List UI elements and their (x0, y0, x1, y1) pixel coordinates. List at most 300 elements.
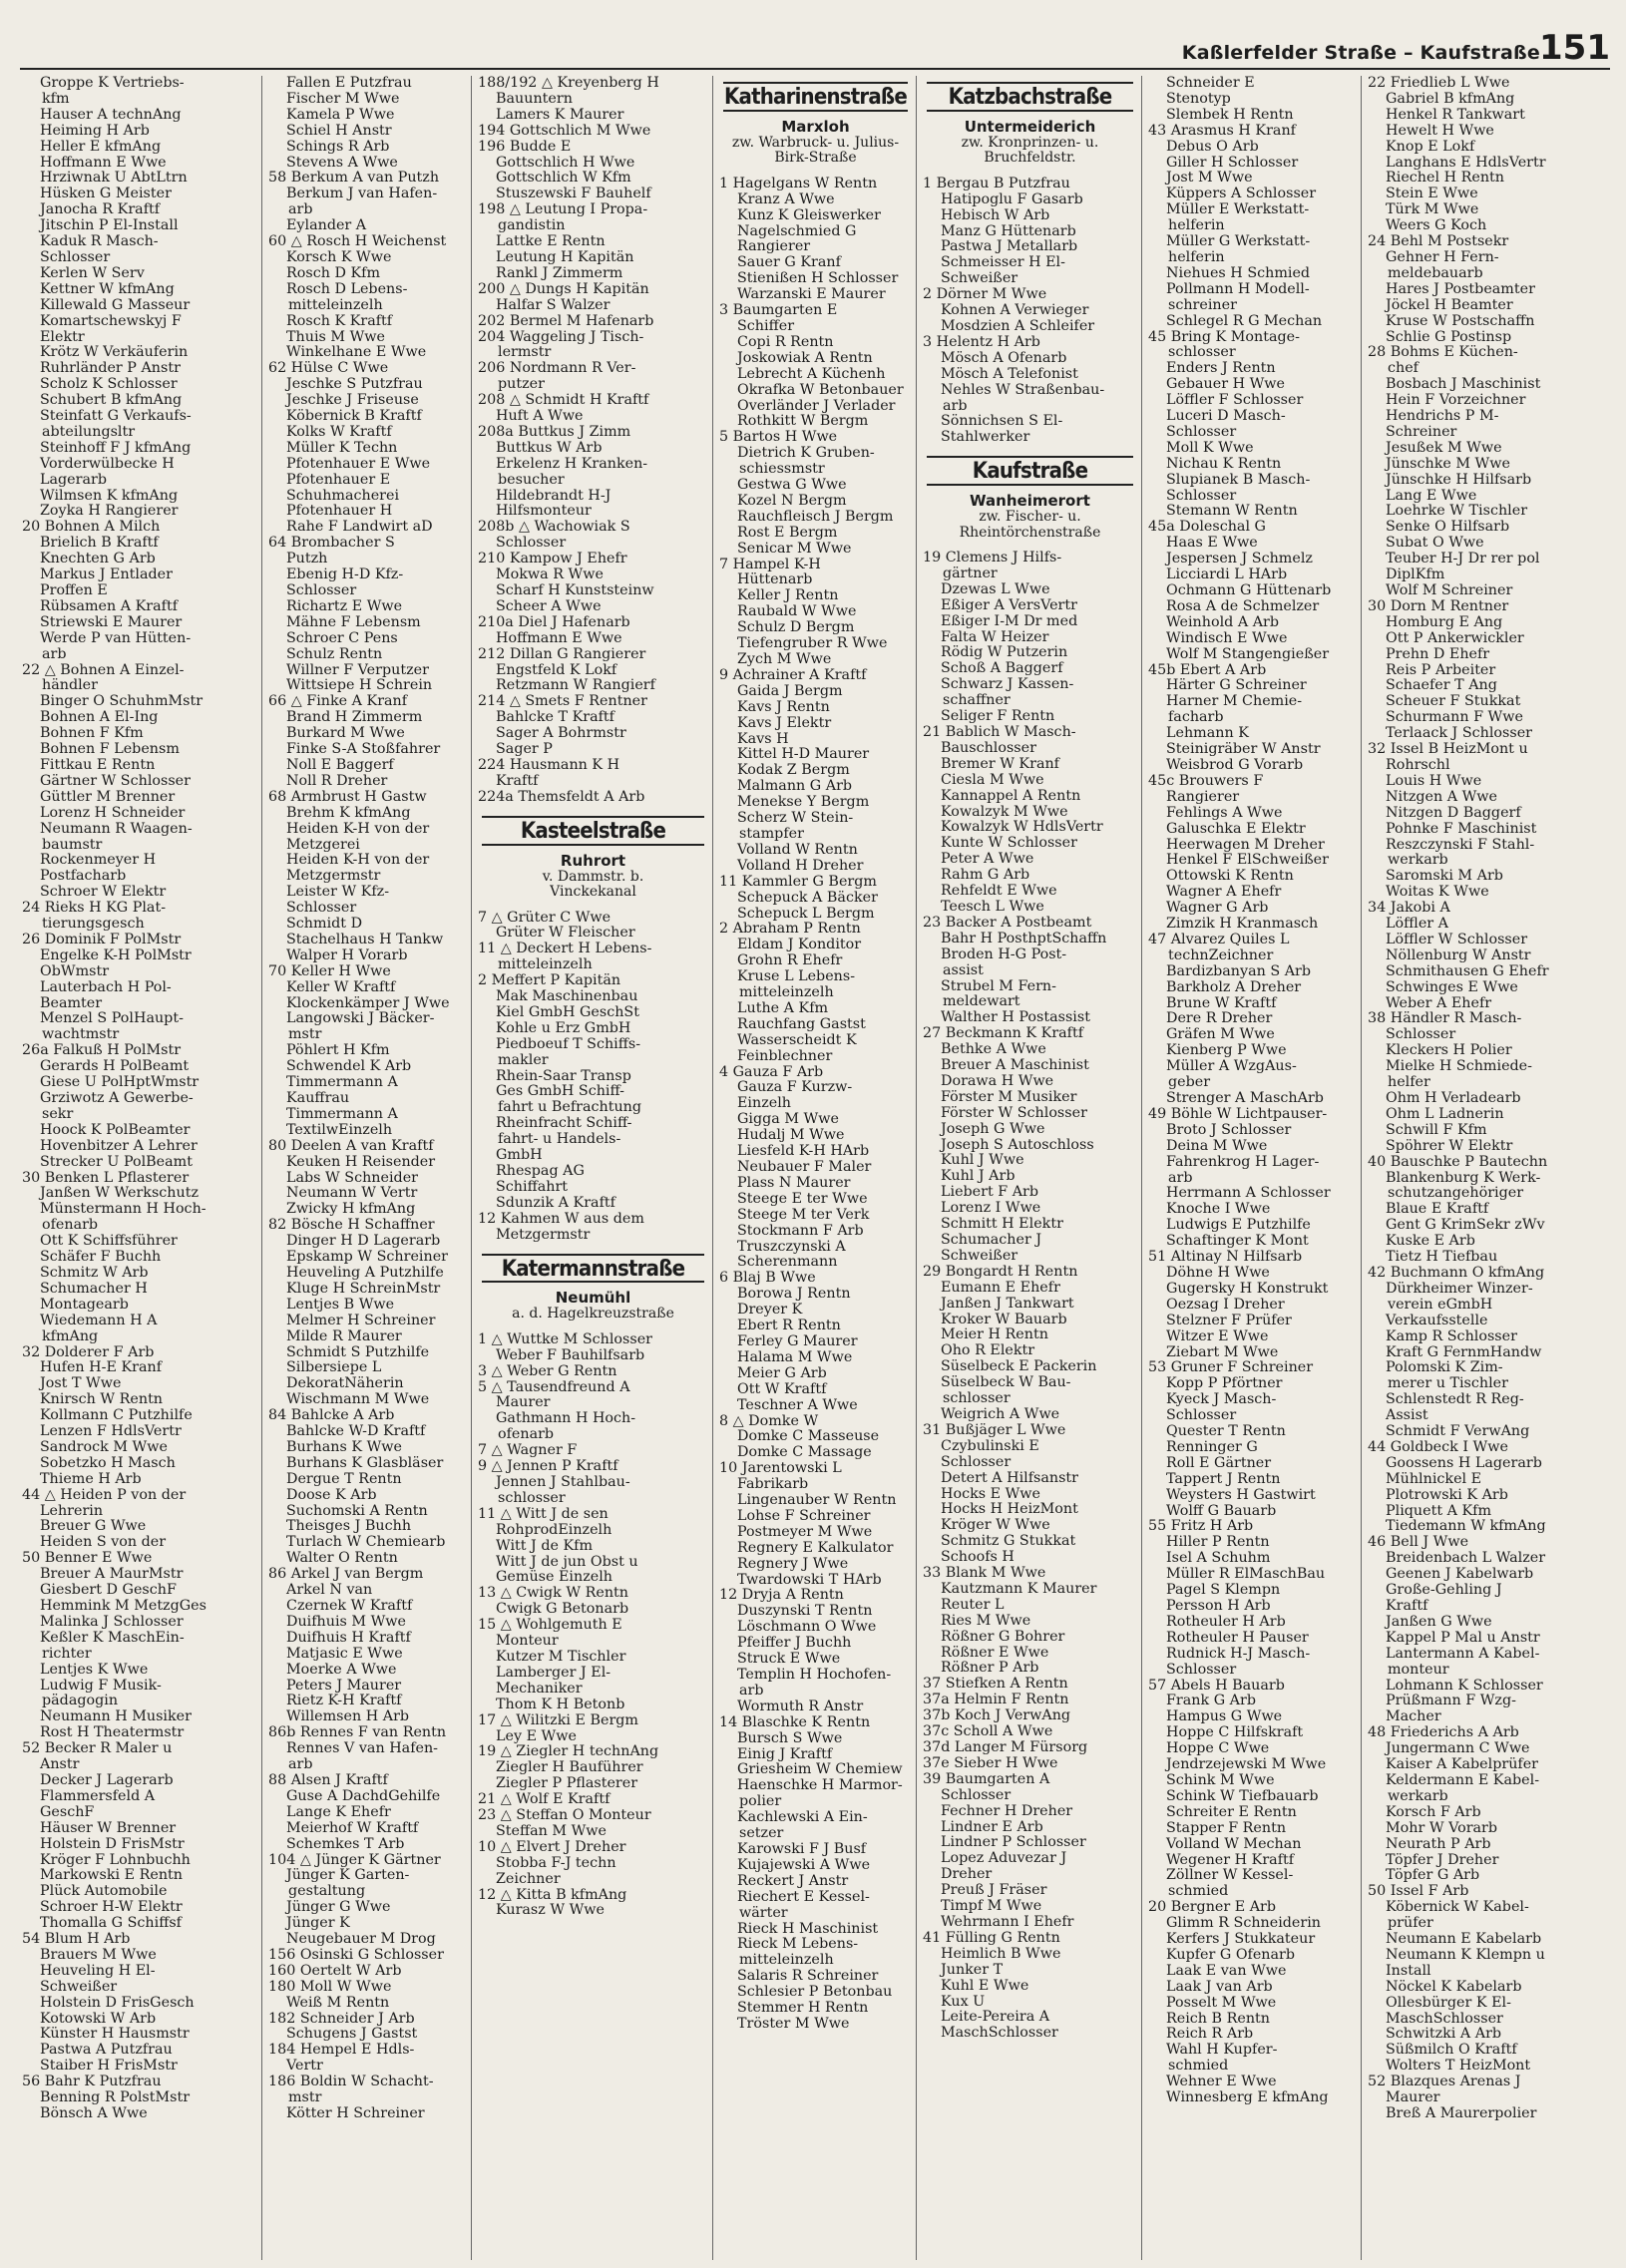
directory-entry: Moerke A Wwe (286, 1662, 397, 1678)
directory-entry: Stuszewski F Bauhelf (496, 187, 651, 202)
street-heading: Kasteelstraße (482, 816, 704, 846)
directory-entry: Kachlewski A Ein- (737, 1810, 868, 1826)
directory-entry: Förster W Schlosser (941, 1105, 1087, 1121)
directory-entry: Langowski J Bäcker- (286, 1011, 435, 1027)
directory-entry: Schweißer (941, 1248, 1018, 1264)
directory-entry: Terlaack J Schlosser (1386, 726, 1532, 742)
directory-entry: Schlesier P Betonbau (737, 1985, 893, 2001)
directory-entry: Keller J Rentn (737, 588, 839, 604)
directory-entry: 48 Friederichs A Arb (1368, 1725, 1519, 1741)
directory-entry: Luthe A Kfm (737, 1000, 829, 1016)
directory-entry: Süselbeck W Bau- (941, 1375, 1071, 1391)
directory-entry: Müller K Techn (286, 440, 398, 456)
directory-entry: Stemann W Rentn (1166, 504, 1298, 520)
directory-entry: Hemmink M MetzgGes (40, 1599, 206, 1614)
directory-entry: Winkelhane E Wwe (286, 345, 427, 361)
directory-entry: Ludwig F Musik- (40, 1678, 162, 1694)
directory-entry: 49 Böhle W Lichtpauser- (1148, 1106, 1328, 1122)
directory-entry: 11 Kammler G Bergm (719, 874, 877, 890)
directory-entry: Markus J Entlader (40, 567, 173, 583)
directory-entry: Härter G Schreiner (1166, 678, 1307, 694)
directory-entry: 8 △ Domke W (719, 1413, 819, 1429)
directory-entry: Schlosser (1166, 1408, 1237, 1424)
directory-entry: Woitas K Wwe (1386, 885, 1489, 901)
directory-entry: Rößner E Wwe (941, 1645, 1049, 1661)
directory-entry: Schwendel K Arb (286, 1059, 412, 1075)
directory-entry: Rangierer (737, 239, 811, 255)
directory-entry: Löffler W Schlosser (1386, 932, 1528, 947)
directory-entry: Schroer C Pens (286, 630, 398, 646)
directory-entry: Schlosser (40, 249, 111, 265)
directory-entry: Dinger H D Lagerarb (286, 1234, 441, 1250)
directory-entry: Liesfeld K-H HArb (737, 1144, 870, 1160)
directory-entry: Rieck M Lebens- (737, 1937, 859, 1953)
spacer (478, 901, 708, 911)
directory-entry: Hauser A technAng (40, 107, 182, 123)
directory-entry: Pfotenhauer H (286, 504, 393, 520)
directory-entry: Jünger G Wwe (286, 1900, 391, 1916)
directory-entry: Fechner H Dreher (941, 1803, 1073, 1819)
directory-entry: Hoffmann E Wwe (496, 630, 622, 646)
directory-entry: Breidenbach L Walzer (1386, 1551, 1546, 1567)
directory-entry: Manz G Hüttenarb (941, 223, 1076, 239)
directory-entry: Heiden S von der (40, 1535, 167, 1551)
directory-entry: Hilfsmonteur (496, 504, 592, 520)
directory-entry: Install (1386, 1963, 1431, 1979)
directory-entry: Silbersiepe L (286, 1360, 382, 1376)
directory-entry: 56 Bahr K Putzfrau (22, 2075, 162, 2090)
directory-entry: 2 Abraham P Rentn (719, 922, 861, 938)
directory-entry: Förster M Musiker (941, 1089, 1077, 1105)
directory-entry: Krötz W Verkäuferin (40, 345, 189, 361)
directory-entry: Willemsen H Arb (286, 1709, 410, 1725)
directory-entry: Scherenmann (737, 1255, 838, 1271)
directory-entry: Fischer M Wwe (286, 91, 400, 107)
directory-entry: Gottschlich H Wwe (496, 155, 635, 171)
directory-entry: Ries M Wwe (941, 1613, 1031, 1629)
directory-entry: Schweißer (40, 1979, 118, 1995)
directory-entry: Rosa A de Schmelzer (1166, 598, 1320, 614)
directory-entry: wachtmstr (42, 1027, 120, 1043)
district-name: Neumühl (555, 1289, 631, 1308)
directory-entry: Senke O Hilfsarb (1386, 520, 1510, 536)
directory-entry: Salaris R Schreiner (737, 1969, 879, 1985)
directory-entry: Wegener H Kraftf (1166, 1852, 1295, 1868)
directory-entry: Thom K H Betonb (496, 1697, 625, 1712)
directory-entry: Köbernick W Kabel- (1386, 1900, 1529, 1916)
directory-entry: Einig J Kraftf (737, 1746, 833, 1762)
directory-entry: 19 △ Ziegler H technAng (478, 1744, 659, 1760)
directory-entry: Gärtner W Schlosser (40, 773, 191, 789)
directory-entry: Noll R Dreher (286, 773, 388, 789)
directory-entry: Labs W Schneider (286, 1170, 418, 1186)
directory-entry: meldebauarb (1388, 265, 1483, 281)
directory-entry: Schink W Tiefbauarb (1166, 1788, 1319, 1804)
directory-entry: Kröger W Wwe (941, 1518, 1050, 1534)
directory-entry: Heller E kfmAng (40, 139, 162, 155)
directory-entry: 32 Issel B HeizMont u (1368, 742, 1528, 758)
directory-entry: Barkholz A Dreher (1166, 979, 1302, 995)
directory-entry: gestaltung (288, 1884, 366, 1900)
directory-entry: Jitschin P El-Install (40, 218, 179, 234)
directory-entry: Engstfeld K Lokf (496, 662, 617, 678)
directory-entry: Blankenburg K Werk- (1386, 1170, 1541, 1186)
directory-entry: Domke C Masseuse (737, 1429, 880, 1445)
street-location: zw. Fischer- u. (979, 509, 1081, 526)
directory-entry: Schreiter E Rentn (1166, 1804, 1297, 1820)
directory-entry: Tietz H Tiefbau (1386, 1250, 1498, 1266)
directory-entry: 160 Oertelt W Arb (268, 1963, 402, 1979)
directory-entry: 31 Bußjäger L Wwe (923, 1422, 1066, 1438)
directory-entry: Teesch L Wwe (941, 899, 1044, 915)
directory-entry: 9 △ Jennen P Kraftf (478, 1459, 618, 1475)
directory-entry: Döhne H Wwe (1166, 1265, 1270, 1281)
directory-entry: Pastwa A Putzfrau (40, 2043, 173, 2059)
directory-entry: mstr (288, 1027, 322, 1043)
directory-entry: Rößner P Arb (941, 1661, 1039, 1677)
directory-entry: Stapper F Rentn (1166, 1820, 1287, 1836)
directory-entry: Hildebrandt H-J (496, 488, 611, 504)
directory-entry: Postfacharb (40, 869, 127, 885)
directory-entry: Deina M Wwe (1166, 1138, 1268, 1154)
directory-entry: Bremer W Kranf (941, 756, 1059, 772)
directory-entry: 17 △ Wilitzki E Bergm (478, 1712, 638, 1728)
directory-entry: Rost H Theatermstr (40, 1725, 185, 1741)
directory-entry: Jespersen J Schmelz (1166, 552, 1313, 567)
directory-entry: 2 Meffert P Kapitän (478, 973, 621, 989)
directory-entry: Schulz D Bergm (737, 620, 855, 636)
directory-entry: Scheer A Wwe (496, 598, 602, 614)
directory-entry: Bosbach J Maschinist (1386, 377, 1541, 393)
directory-entry: pädagogin (42, 1694, 119, 1709)
directory-entry: Binger O SchuhmMstr (40, 694, 203, 710)
directory-entry: Heiden K-H von der (286, 853, 430, 869)
directory-entry: Lehmann K (1166, 726, 1249, 742)
directory-entry: Heimlich B Wwe (941, 1946, 1061, 1962)
directory-entry: 210a Diel J Hafenarb (478, 614, 630, 630)
directory-entry: schlosser (498, 1490, 566, 1506)
directory-entry: Nöllenburg W Anstr (1386, 947, 1531, 963)
directory-entry: 7 △ Wagner F (478, 1443, 578, 1459)
directory-entry: Elektr (40, 329, 85, 345)
directory-entry: Dorawa H Wwe (941, 1073, 1054, 1089)
directory-entry: Köbernick B Kraftf (286, 409, 422, 425)
directory-entry: 62 Hülse C Wwe (268, 361, 389, 377)
directory-entry: Kötter H Schreiner (286, 2106, 425, 2121)
directory-entry: Rauchfleisch J Bergm (737, 509, 894, 525)
directory-entry: arb (42, 646, 67, 662)
directory-entry: 46 Bell J Wwe (1368, 1535, 1469, 1551)
directory-entry: Enders J Rentn (1166, 361, 1276, 377)
directory-entry: Macher (1386, 1709, 1441, 1725)
directory-entry: Lorenz H Schneider (40, 805, 186, 821)
directory-entry: Kozel N Bergm (737, 493, 847, 509)
directory-entry: 44 Goldbeck I Wwe (1368, 1439, 1508, 1455)
directory-entry: makler (498, 1052, 549, 1068)
directory-entry: Wormuth R Anstr (737, 1699, 864, 1714)
district-name: Wanheimerort (970, 492, 1090, 511)
directory-entry: besucher (498, 472, 565, 488)
directory-entry: helferin (1168, 249, 1225, 265)
directory-entry: Czernek W Kraftf (286, 1599, 413, 1614)
directory-entry: Kerlen W Serv (40, 265, 145, 281)
directory-entry: Pliquett A Kfm (1386, 1503, 1492, 1519)
directory-entry: Brune W Kraftf (1166, 995, 1277, 1011)
directory-entry: Stienißen H Schlosser (737, 271, 899, 287)
directory-entry: 1 △ Wuttke M Schlosser (478, 1331, 653, 1347)
directory-entry: Rosch K Kraftf (286, 313, 393, 329)
directory-entry: gärtner (943, 566, 998, 581)
directory-entry: Guse A DachdGehilfe (286, 1788, 441, 1804)
directory-entry: Malmann G Arb (737, 779, 853, 795)
directory-entry: Pastwa J Metallarb (941, 239, 1078, 255)
directory-entry: 37 Stiefken A Rentn (923, 1677, 1068, 1693)
directory-entry: Killewald G Masseur (40, 297, 191, 313)
directory-entry: 7 Hampel K-H (719, 557, 821, 572)
directory-entry: Ebenig H-D Kfz- (286, 567, 404, 583)
directory-entry: 60 △ Rosch H Weichenst (268, 234, 447, 250)
directory-entry: 66 △ Finke A Kranf (268, 694, 408, 710)
directory-entry: ObWmstr (40, 963, 110, 979)
directory-entry: MaschSchlosser (941, 2026, 1058, 2042)
directory-entry: Gent G KrimSekr zWv (1386, 1218, 1545, 1234)
directory-entry: Ziegler P Pflasterer (496, 1776, 638, 1792)
directory-entry: Gerards H PolBeamt (40, 1059, 190, 1075)
directory-entry: Mühlnickel E (1386, 1471, 1482, 1487)
column-5 (916, 76, 1137, 2260)
directory-entry: Kappel P Mal u Anstr (1386, 1630, 1540, 1646)
directory-entry: Schlosser (286, 901, 357, 917)
directory-entry: Malinka J Schlosser (40, 1614, 184, 1630)
directory-entry: Schlosser (1166, 424, 1237, 440)
directory-entry: Heuveling A Putzhilfe (286, 1265, 444, 1281)
directory-entry: Fehlings A Wwe (1166, 805, 1283, 821)
directory-entry: Lindner P Schlosser (941, 1835, 1086, 1851)
directory-entry: Neumann R Waagen- (40, 821, 193, 837)
directory-entry: Jungermann C Wwe (1386, 1741, 1530, 1757)
directory-entry: geber (1168, 1075, 1211, 1091)
directory-entry: 208a Buttkus J Zimm (478, 424, 631, 440)
directory-entry: Theisges J Buchh (286, 1519, 412, 1535)
directory-entry: Müller A WzgAus- (1166, 1059, 1297, 1075)
directory-entry: Häuser W Brenner (40, 1820, 177, 1836)
directory-entry: Kowalzyk M Wwe (941, 804, 1068, 820)
directory-entry: Peters J Maurer (286, 1678, 402, 1694)
directory-entry: Schroer H-W Elektr (40, 1900, 183, 1916)
directory-entry: Wagner G Arb (1166, 901, 1269, 917)
directory-entry: 21 △ Wolf E Kraftf (478, 1792, 610, 1808)
directory-entry: technZeichner (1168, 947, 1274, 963)
directory-entry: Richartz E Wwe (286, 598, 403, 614)
street-heading: Katermannstraße (482, 1254, 704, 1284)
directory-entry: Oezsag I Dreher (1166, 1297, 1285, 1313)
directory-entry: Noll E Baggerf (286, 757, 394, 773)
directory-entry: Knop E Lokf (1386, 139, 1475, 155)
directory-entry: Schäfer F Buchh (40, 1250, 162, 1266)
directory-entry: Scherz W Stein- (737, 811, 854, 827)
directory-entry: 224a Themsfeldt A Arb (478, 789, 645, 805)
directory-entry: Haas E Wwe (1166, 536, 1258, 552)
directory-entry: Hoock K PolBeamter (40, 1122, 191, 1138)
directory-entry: 1 Bergau B Putzfrau (923, 176, 1070, 191)
directory-entry: Spöhrer W Elektr (1386, 1138, 1513, 1154)
directory-entry: Jünger K (286, 1916, 350, 1932)
directory-entry: 12 △ Kitta B kfmAng (478, 1887, 627, 1903)
directory-entry: Heiming H Arb (40, 123, 150, 139)
directory-entry: Lattke E Rentn (496, 234, 606, 250)
directory-entry: Pollmann H Modell- (1166, 281, 1310, 297)
directory-entry: Weers G Koch (1386, 218, 1487, 234)
directory-entry: Wolff G Bauarb (1166, 1503, 1277, 1519)
directory-entry: Reich B Rentn (1166, 2011, 1270, 2027)
column-7 (1361, 76, 1610, 2260)
directory-entry: Broto J Schlosser (1166, 1122, 1292, 1138)
directory-entry: 22 △ Bohnen A Einzel- (22, 662, 185, 678)
directory-entry: Witzer E Wwe (1166, 1328, 1269, 1344)
directory-entry: Hovenbitzer A Lehrer (40, 1138, 198, 1154)
directory-entry: 11 △ Deckert H Lebens- (478, 942, 652, 957)
directory-entry: Sauer G Kranf (737, 255, 841, 271)
directory-entry: 10 Jarentowski L (719, 1461, 842, 1477)
directory-entry: Montagearb (40, 1297, 129, 1313)
directory-entry: mitteleinzelh (288, 297, 383, 313)
directory-entry: Rotheuler H Pauser (1166, 1630, 1309, 1646)
directory-entry: Gauza F Kurzw- (737, 1080, 853, 1096)
directory-entry: Lohse F Schreiner (737, 1508, 871, 1524)
directory-entry: 182 Schneider J Arb (268, 2011, 415, 2027)
spacer (923, 167, 1137, 177)
directory-entry: Gräfen M Wwe (1166, 1027, 1275, 1043)
directory-entry: Brielich B Kraftf (40, 536, 159, 552)
street-location: Rheintörchenstraße (959, 524, 1101, 541)
directory-entry: Plück Automobile (40, 1884, 168, 1900)
directory-entry: 6 Blaj B Wwe (719, 1271, 816, 1287)
directory-entry: 27 Beckmann K Kraftf (923, 1026, 1084, 1042)
directory-entry: 186 Boldin W Schacht- (268, 2075, 434, 2090)
directory-entry: 200 △ Dungs H Kapitän (478, 281, 649, 297)
directory-entry: Wolf M Schreiner (1386, 583, 1513, 598)
directory-entry: Licciardi L HArb (1166, 567, 1288, 583)
directory-entry: Halama M Wwe (737, 1349, 853, 1365)
column-4 (712, 76, 912, 2260)
directory-entry: Pfotenhauer E Wwe (286, 456, 431, 472)
directory-entry: Schmidt D (286, 917, 363, 933)
directory-entry: Walter O Rentn (286, 1551, 398, 1567)
directory-entry: Thomalla G Schiffsf (40, 1916, 182, 1932)
directory-entry: Kettner W kfmAng (40, 281, 175, 297)
directory-entry: mitteleinzelh (739, 1953, 834, 1969)
directory-entry: Reckert J Anstr (737, 1873, 849, 1889)
directory-entry: Pohnke F Maschinist (1386, 821, 1537, 837)
directory-entry: Gaida J Bergm (737, 683, 843, 699)
directory-entry: Joseph S Autoschloss (941, 1137, 1094, 1153)
directory-entry: Markowski E Rentn (40, 1868, 183, 1884)
directory-entry: Kohnen A Verwieger (941, 303, 1089, 319)
directory-entry: richter (42, 1646, 92, 1662)
directory-entry: Schlosser (941, 1454, 1012, 1470)
directory-entry: Schepuck A Bäcker (737, 890, 878, 906)
directory-entry: Feinblechner (737, 1048, 833, 1064)
directory-entry: Knechten G Arb (40, 552, 156, 567)
directory-entry: Rietz K-H Kraftf (286, 1694, 402, 1709)
directory-entry: 23 Backer A Postbeamt (923, 915, 1092, 931)
directory-entry: Schugens J Gastst (286, 2027, 418, 2043)
directory-entry: Timmermann A (286, 1106, 398, 1122)
directory-entry: Okrafka W Betonbauer (737, 382, 904, 398)
directory-entry: Gemüse Einzelh (496, 1570, 612, 1586)
directory-entry: ofenarb (498, 1427, 555, 1443)
directory-entry: schutzangehöriger (1388, 1186, 1524, 1202)
directory-entry: prüfer (1388, 1916, 1433, 1932)
directory-entry: Metzgermstr (496, 1227, 591, 1243)
directory-entry: Giller H Schlosser (1166, 155, 1299, 171)
directory-entry: Rohrschl (1386, 757, 1450, 773)
directory-entry: Joskowiak A Rentn (737, 350, 873, 366)
directory-entry: Sönnichsen S El- (941, 414, 1063, 430)
directory-entry: Raubald W Wwe (737, 604, 857, 620)
directory-entry: Leite-Pereira A (941, 2010, 1050, 2026)
directory-entry: Hatipoglu F Gasarb (941, 191, 1083, 207)
directory-entry: Frank G Arb (1166, 1694, 1256, 1709)
directory-entry: abteilungsltr (42, 424, 136, 440)
directory-entry: händler (42, 678, 98, 694)
directory-entry: Rosch D Kfm (286, 265, 381, 281)
directory-entry: Regnery E Kalkulator (737, 1540, 894, 1556)
directory-entry: Schlosser (1386, 1027, 1456, 1043)
directory-entry: Henkel F ElSchweißer (1166, 853, 1329, 869)
directory-entry: 37c Scholl A Wwe (923, 1724, 1053, 1740)
directory-entry: Schreiner (1386, 424, 1457, 440)
directory-entry: Bauuntern (496, 91, 573, 107)
directory-entry: Kavs H (737, 731, 789, 747)
directory-entry: 43 Arasmus H Kranf (1148, 123, 1296, 139)
directory-entry: Witt J de Kfm (496, 1538, 594, 1554)
directory-entry: schlosser (1168, 345, 1236, 361)
directory-entry: Schmithausen G Ehefr (1386, 963, 1549, 979)
directory-entry: Werde P van Hütten- (40, 630, 192, 646)
directory-entry: 104 △ Jünger K Gärtner (268, 1852, 441, 1868)
directory-entry: Keßler K MaschEin- (40, 1630, 185, 1646)
directory-entry: Bethke A Wwe (941, 1042, 1046, 1058)
street-location: Vinckekanal (550, 884, 636, 900)
directory-entry: Jendrzejewski M Wwe (1166, 1757, 1327, 1773)
directory-entry: Borowa J Rentn (737, 1287, 851, 1303)
directory-entry: 52 Becker R Maler u (22, 1741, 173, 1757)
directory-entry: Stevens A Wwe (286, 155, 398, 171)
directory-entry: Burhans K Glasbläser (286, 1455, 444, 1471)
directory-entry: 7 △ Grüter C Wwe (478, 910, 611, 926)
directory-entry: 3 Baumgarten E (719, 303, 838, 319)
directory-entry: Regnery J Wwe (737, 1556, 849, 1572)
directory-entry: Stenotyp (1166, 91, 1231, 107)
directory-entry: Hewelt H Wwe (1386, 123, 1494, 139)
directory-entry: Steege M ter Verk (737, 1207, 870, 1223)
directory-entry: 26a Falkuß H PolMstr (22, 1043, 182, 1059)
directory-entry: Küppers A Schlosser (1166, 187, 1317, 202)
directory-entry: arb (943, 398, 968, 414)
directory-entry: Langhans E HdlsVertr (1386, 155, 1546, 171)
directory-entry: Kollmann C Putzhilfe (40, 1408, 193, 1424)
directory-entry: fahrt u Befrachtung (498, 1100, 642, 1116)
directory-entry: Rothkitt W Bergm (737, 414, 869, 430)
directory-entry: Grüter W Fleischer (496, 926, 635, 942)
directory-entry: Walper H Vorarb (286, 947, 408, 963)
directory-entry: Breuer A MaurMstr (40, 1567, 184, 1583)
directory-entry: Teuber H-J Dr rer pol (1386, 552, 1540, 567)
directory-entry: 11 △ Witt J de sen (478, 1506, 609, 1522)
directory-entry: Lohmann K Schlosser (1386, 1678, 1543, 1694)
directory-entry: Putzh (286, 552, 328, 567)
